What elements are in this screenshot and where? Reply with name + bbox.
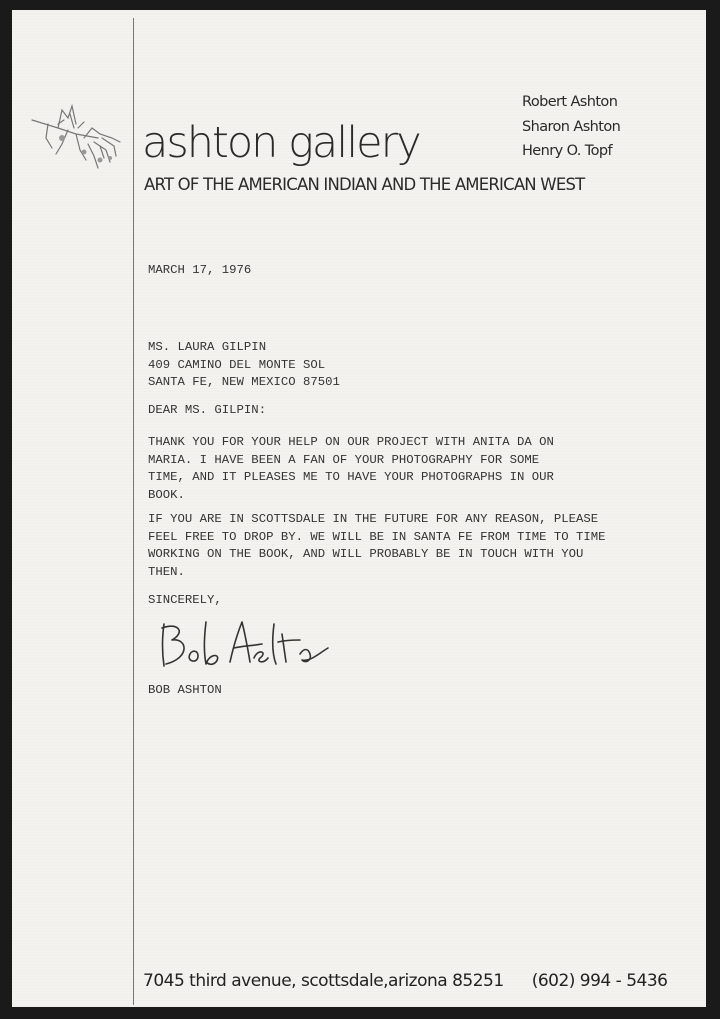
staff-list [522, 90, 620, 164]
recipient-line: MS. LAURA GILPIN [148, 340, 267, 354]
recipient-line: 409 CAMINO DEL MONTE SOL [148, 357, 326, 372]
body-paragraph-1 [148, 434, 554, 504]
body-line: FEEL FREE TO DROP BY. WE WILL BE IN SANTA FE FROM TIME TO TIME [148, 529, 606, 544]
staff-name: Henry O. Topf [522, 143, 612, 159]
footer-address: 7045 third avenue, scottsdale,arizona 85251 [143, 971, 504, 991]
closing: SINCERELY, [148, 593, 222, 607]
staff-name: Sharon Ashton [522, 118, 621, 135]
body-line: BOOK. [148, 487, 185, 502]
footer-phone: (602) 994 - 5436 [531, 971, 668, 991]
handwritten-signature [152, 618, 352, 678]
signer-name: BOB ASHTON [148, 683, 222, 697]
gallery-name: ashton gallery [142, 118, 420, 168]
salutation: DEAR MS. GILPIN: [148, 403, 267, 417]
gallery-tagline: ART OF THE AMERICAN INDIAN AND THE AMERICAN WEST [144, 175, 585, 194]
margin-rule [133, 18, 134, 1005]
letter-sheet [12, 10, 706, 1007]
staff-name: Robert Ashton [522, 94, 618, 110]
body-line: THANK YOU FOR YOUR HELP ON OUR PROJECT WITH ANITA DA ON [148, 435, 554, 449]
footer-contact [143, 971, 667, 991]
body-line: THEN. [148, 564, 185, 579]
body-line: TIME, AND IT PLEASES ME TO HAVE YOUR PHOTOGRAPHS IN OUR [148, 470, 554, 484]
body-paragraph-2 [148, 511, 606, 581]
body-line: WORKING ON THE BOOK, AND WILL PROBABLY BE IN TOUCH WITH YOU [148, 547, 584, 561]
recipient-address [148, 339, 340, 392]
body-line: MARIA. I HAVE BEEN A FAN OF YOUR PHOTOGRAPHY FOR SOME [148, 452, 540, 467]
body-line: IF YOU ARE IN SCOTTSDALE IN THE FUTURE FOR ANY REASON, PLEASE [148, 512, 599, 526]
recipient-line: SANTA FE, NEW MEXICO 87501 [148, 375, 340, 389]
feathered-horse-rider-logo-icon [28, 98, 124, 178]
letter-date: MARCH 17, 1976 [148, 263, 252, 277]
